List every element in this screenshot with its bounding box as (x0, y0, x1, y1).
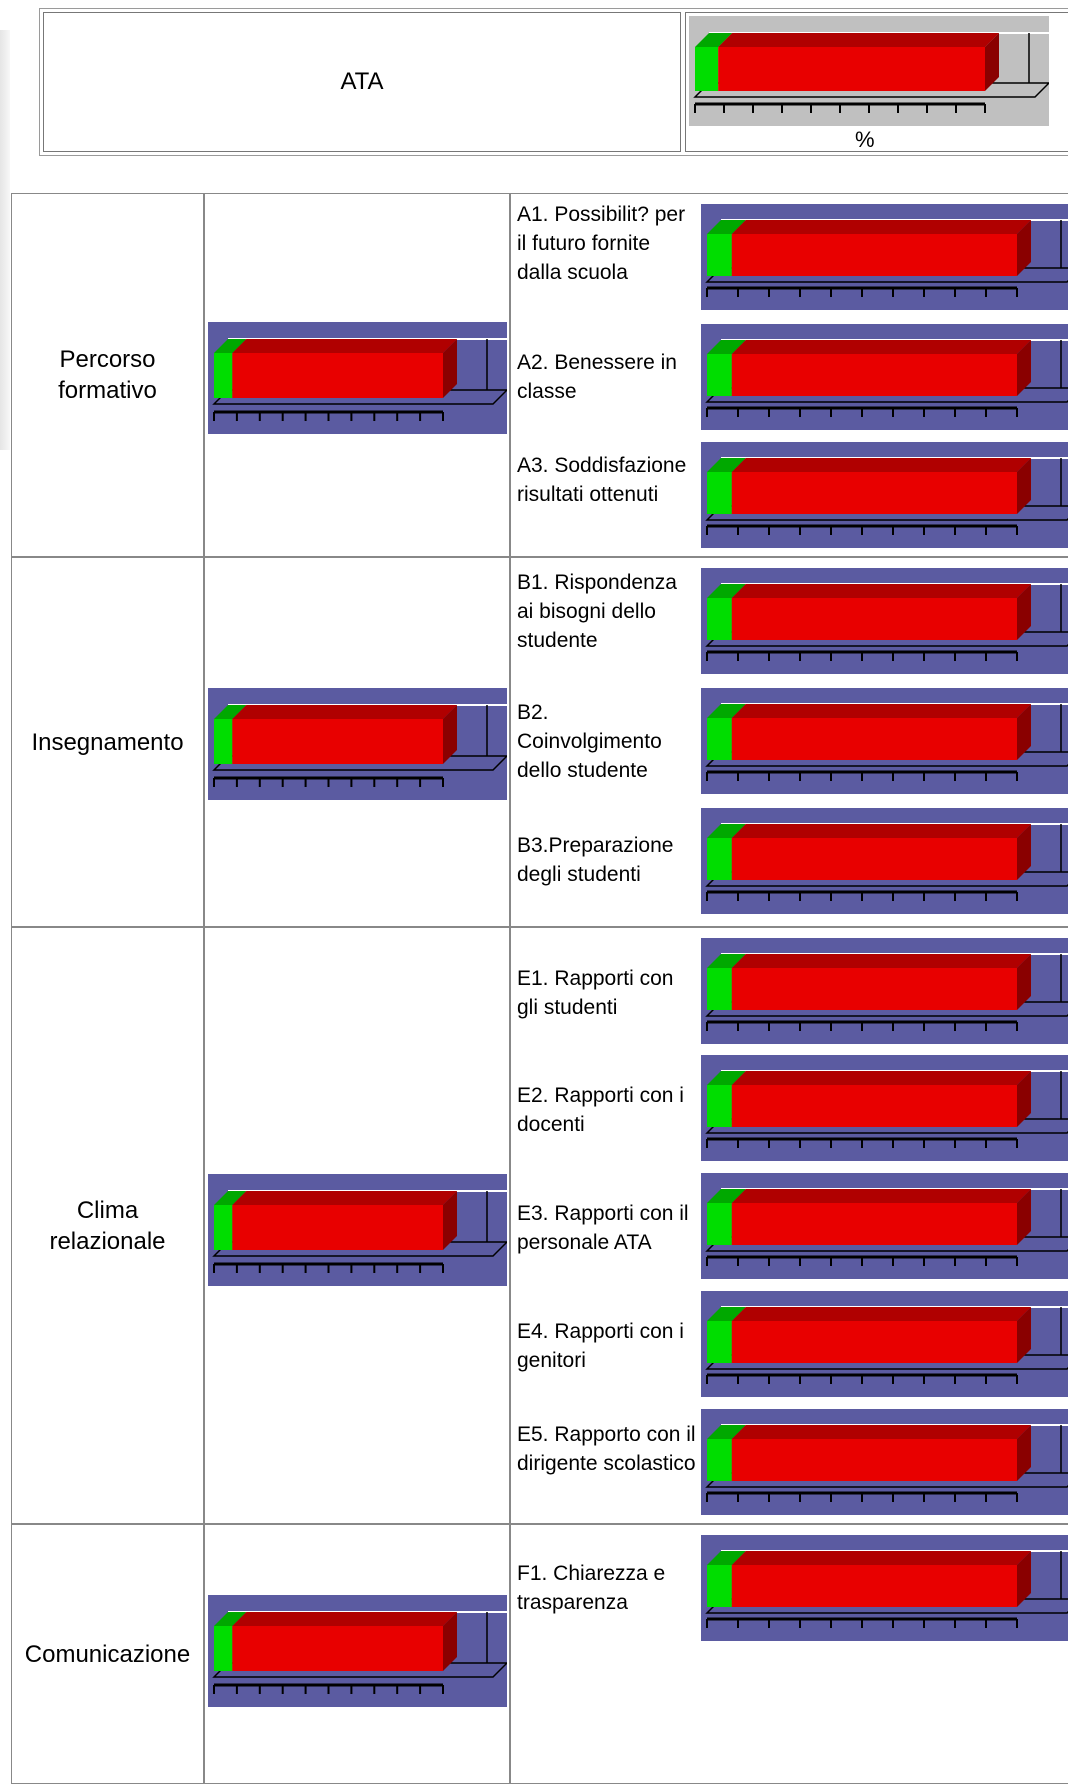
bar-green (695, 47, 718, 91)
section-clima-items-cell (510, 927, 1068, 1524)
bar-green (707, 1439, 732, 1481)
bar-red (732, 472, 1017, 514)
bar-red-top (232, 1612, 457, 1626)
bar-chart-svg (701, 688, 1068, 794)
bar-green (707, 472, 732, 514)
bar-red (732, 598, 1017, 640)
item-chart (701, 808, 1068, 914)
bar-green (707, 1085, 732, 1127)
section-insegnamento-chart-cell (204, 557, 510, 927)
ata-chart-cell (685, 12, 1068, 152)
item-chart (701, 568, 1068, 674)
bar-red (732, 838, 1017, 880)
bar-red (732, 1321, 1017, 1363)
section-name: Clima relazionale (49, 1196, 166, 1255)
bar-red (232, 353, 443, 398)
bar-red (732, 1565, 1017, 1607)
item-label: B2. Coinvolgimento dello studente (517, 701, 662, 782)
item-chart (701, 1291, 1068, 1397)
bar-green (707, 1203, 732, 1245)
bar-red (232, 1626, 443, 1671)
item-label: A2. Benessere in classe (517, 351, 677, 403)
item-label: E4. Rapporti con i genitori (517, 1320, 684, 1372)
item-label: E3. Rapporti con il personale ATA (517, 1202, 689, 1254)
item-label: B1. Rispondenza ai bisogni dello studente (517, 571, 677, 652)
section-percorso-label-cell (11, 193, 204, 557)
bar-green (214, 1205, 232, 1250)
item-label: A3. Soddisfazione risultati ottenuti (517, 454, 687, 506)
bar-green (707, 598, 732, 640)
item-chart (701, 938, 1068, 1044)
bar-chart-svg (701, 1055, 1068, 1161)
bar-red (718, 47, 985, 91)
item-label: B3.Preparazione degli studenti (517, 834, 674, 886)
left-edge-artifact (0, 30, 10, 450)
section-percorso-items-cell (510, 193, 1068, 557)
item-chart (701, 1055, 1068, 1161)
bar-green (214, 353, 232, 398)
bar-green (707, 718, 732, 760)
item-chart (701, 204, 1068, 310)
section-insegnamento-label-cell (11, 557, 204, 927)
bar-red (732, 1085, 1017, 1127)
bar-green (707, 354, 732, 396)
bar-chart-svg (208, 1174, 507, 1286)
bar-green (707, 234, 732, 276)
section-percorso-chart-cell (204, 193, 510, 557)
bar-red (732, 718, 1017, 760)
bar-red-top (732, 1189, 1031, 1203)
bar-red-top (732, 1425, 1031, 1439)
section-comunicazione-label-cell (11, 1524, 204, 1784)
section-chart (208, 688, 507, 800)
bar-red-top (732, 954, 1031, 968)
bar-chart-svg (701, 1409, 1068, 1515)
bar-red-top (732, 458, 1031, 472)
section-name: Insegnamento (31, 728, 184, 756)
bar-chart-svg (701, 808, 1068, 914)
section-clima-chart-cell (204, 927, 510, 1524)
bar-chart-svg (701, 568, 1068, 674)
bar-chart-svg (701, 204, 1068, 310)
bar-green (707, 968, 732, 1010)
item-chart (701, 688, 1068, 794)
bar-red-top (732, 824, 1031, 838)
item-chart (701, 442, 1068, 548)
bar-green (214, 1626, 232, 1671)
bar-red (732, 1439, 1017, 1481)
section-clima-label-cell (11, 927, 204, 1524)
bar-chart-svg (208, 322, 507, 434)
bar-red-top (732, 1551, 1031, 1565)
bar-chart-svg (701, 1291, 1068, 1397)
bar-red-top (732, 704, 1031, 718)
bar-red (232, 719, 443, 764)
bar-chart-svg (701, 938, 1068, 1044)
item-chart (701, 324, 1068, 430)
bar-red (732, 234, 1017, 276)
bar-red (732, 968, 1017, 1010)
item-label: A1. Possibilit? per il futuro fornite dalla scuola (517, 203, 686, 284)
bar-red (732, 354, 1017, 396)
bar-green (707, 1565, 732, 1607)
item-label: E2. Rapporti con i docenti (517, 1084, 684, 1136)
section-comunicazione-items-cell (510, 1524, 1068, 1784)
bar-red-top (232, 339, 457, 353)
bar-red-top (732, 1071, 1031, 1085)
ata-axis-unit: % (855, 127, 875, 152)
item-label: F1. Chiarezza e trasparenza (517, 1562, 666, 1614)
bar-red-top (732, 584, 1031, 598)
bar-chart-svg (208, 1595, 507, 1707)
bar-red-top (732, 220, 1031, 234)
section-name: Comunicazione (24, 1640, 191, 1668)
ata-title: ATA (340, 68, 384, 95)
ata-title-cell (43, 12, 681, 152)
bar-red (232, 1205, 443, 1250)
section-chart (208, 322, 507, 434)
item-label: E5. Rapporto con il dirigente scolastico (517, 1423, 696, 1475)
ata-summary-chart (689, 16, 1049, 126)
section-insegnamento-items-cell (510, 557, 1068, 927)
section-name: Percorso formativo (58, 346, 157, 404)
section-chart (208, 1174, 507, 1286)
bar-chart-svg (701, 324, 1068, 430)
bar-red-top (718, 33, 999, 47)
bar-red (732, 1203, 1017, 1245)
section-comunicazione-chart-cell (204, 1524, 510, 1784)
bar-chart-svg (701, 1535, 1068, 1641)
item-chart (701, 1535, 1068, 1641)
bar-chart-svg (701, 442, 1068, 548)
bar-chart-svg (701, 1173, 1068, 1279)
section-chart (208, 1595, 507, 1707)
bar-red-top (232, 1191, 457, 1205)
bar-green (214, 719, 232, 764)
bar-green (707, 1321, 732, 1363)
bar-chart-svg (208, 688, 507, 800)
bar-red-top (732, 1307, 1031, 1321)
bar-green (707, 838, 732, 880)
bar-red-top (732, 340, 1031, 354)
item-chart (701, 1409, 1068, 1515)
item-label: E1. Rapporti con gli studenti (517, 967, 674, 1019)
bar-red-top (232, 705, 457, 719)
bar-chart-svg (689, 16, 1049, 126)
item-chart (701, 1173, 1068, 1279)
